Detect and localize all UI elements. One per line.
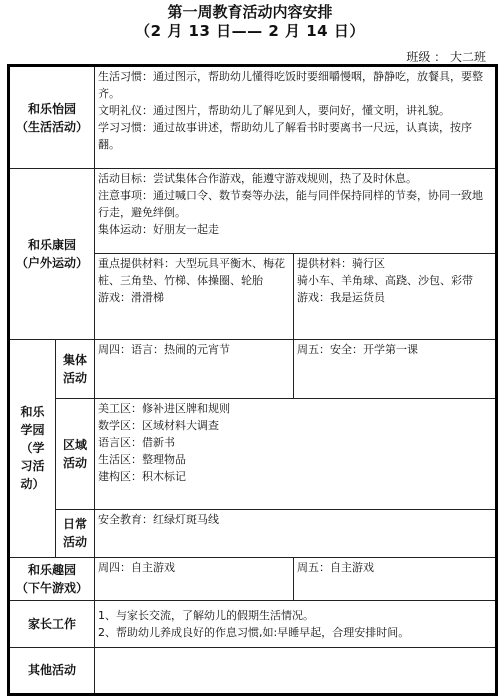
area-item: 建构区：积木标记: [98, 470, 187, 484]
outdoor-right-materials: 提供材料：骑行区 骑小车、羊角球、高跷、沙包、彩带 游戏：我是运货员: [294, 254, 497, 340]
outdoor-goal: 活动目标：尝试集体合作游戏，能遵守游戏规则，热了及时休息。: [98, 172, 418, 186]
outdoor-group: 集体运动：好朋友一起走: [98, 223, 220, 237]
page-title: 第一周教育活动内容安排: [167, 3, 333, 21]
parents-item: 2、帮助幼儿养成良好的作息习惯,如:早睡早起，合理安排时间。: [98, 625, 410, 639]
afternoon-thursday: 周四：自主游戏: [95, 557, 294, 600]
area-item: 生活区：整理物品: [98, 453, 187, 467]
area-item: 语言区：借新书: [98, 436, 176, 450]
life-etiquette: 文明礼仪：通过图片，帮助幼儿了解见到人，要问好，懂文明，讲礼貌。: [98, 104, 451, 117]
parents-header: 家长工作: [9, 600, 95, 647]
group-friday: 周五：安全：开学第一课: [294, 340, 497, 399]
life-habits: 生活习惯：通过图示，帮助幼儿懂得吃饭时要细嚼慢咽，静静吃，放餐具，要整齐。: [98, 70, 484, 100]
outdoor-left-materials: 重点提供材料：大型玩具平衡木、梅花桩、三角垫、竹梯、体操圈、轮胎 游戏：滑滑梯: [95, 254, 294, 340]
daily-activity-label: 日常 活动: [56, 509, 95, 557]
class-label: 班级 ： 大二班: [406, 50, 486, 64]
daily-activity: 安全教育：红绿灯斑马线: [95, 509, 497, 557]
group-activity-label: 集体 活动: [56, 340, 95, 399]
parents-item: 1、与家长交流，了解幼儿的假期生活情况。: [98, 608, 315, 622]
area-activities: [95, 399, 497, 509]
outdoor-header: 和乐康园 （户外运动）: [9, 169, 95, 340]
life-header: 和乐怡园 （生活活动）: [9, 66, 95, 169]
area-item: 美工区：修补进区牌和规则: [98, 402, 231, 416]
group-thursday: 周四：语言：热闹的元宵节: [95, 340, 294, 399]
afternoon-friday: 周五：自主游戏: [294, 557, 497, 600]
outdoor-content: [95, 169, 497, 254]
other-content: [95, 647, 497, 694]
life-content: [95, 66, 497, 169]
date-range: （2 月 13 日—— 2 月 14 日）: [135, 22, 365, 40]
area-item: 数学区：区域材料大调查: [98, 419, 220, 433]
learning-header: 和乐 学园 （学 习活 动）: [9, 340, 56, 558]
life-study: 学习习惯：通过故事讲述，帮助幼儿了解看书时要离书一尺远，认真读，按序翻。: [98, 121, 473, 151]
afternoon-header: 和乐趣园 （下午游戏）: [9, 557, 95, 600]
outdoor-notes: 注意事项：通过喊口令、数节奏等办法，能与同伴保持同样的节奏，协同一致地行走，避免绊倒。: [98, 189, 484, 220]
other-header: 其他活动: [9, 647, 95, 694]
parents-content: [95, 600, 497, 647]
schedule-table: [7, 64, 498, 696]
area-activity-label: 区域 活动: [56, 399, 95, 509]
